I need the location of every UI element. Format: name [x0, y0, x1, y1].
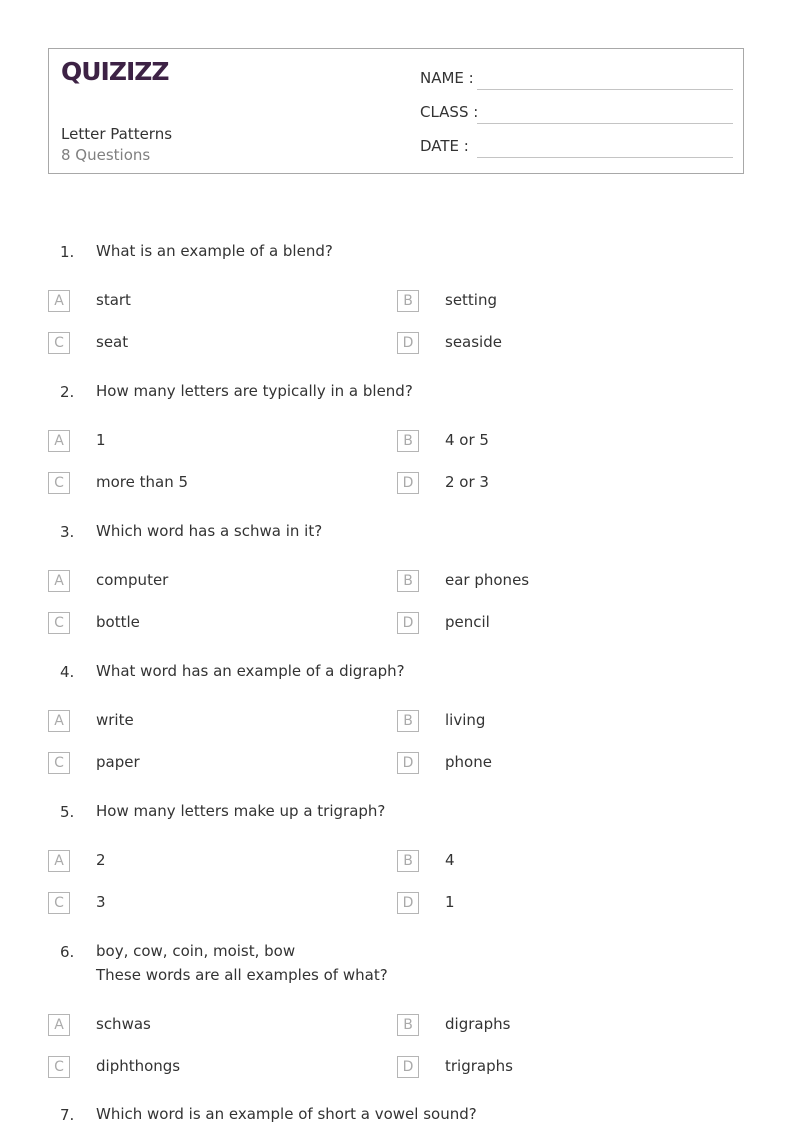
- option-letter-box: A: [48, 710, 70, 732]
- option-text: 2: [96, 851, 106, 869]
- option-letter-box: A: [48, 1014, 70, 1036]
- option-text: 3: [96, 893, 106, 911]
- option-letter-box: D: [397, 332, 419, 354]
- option-text: 1: [96, 431, 106, 449]
- question-number: 7.: [60, 1106, 75, 1124]
- question-text: [96, 519, 322, 543]
- option-text: write: [96, 711, 134, 729]
- option-letter-box: B: [397, 430, 419, 452]
- option-letter-box: A: [48, 290, 70, 312]
- option-letter-box: C: [48, 892, 70, 914]
- question-number: 1.: [60, 243, 75, 261]
- option-letter-box: B: [397, 290, 419, 312]
- worksheet-title: Letter Patterns: [61, 125, 173, 143]
- option-text: ear phones: [445, 571, 530, 589]
- question-line: How many letters are typically in a blend?: [96, 382, 413, 400]
- option-text: 2 or 3: [445, 473, 489, 491]
- question-line: These words are all examples of what?: [96, 966, 388, 984]
- option-letter-box: B: [397, 710, 419, 732]
- option-text: start: [96, 291, 131, 309]
- option-letter-box: D: [397, 472, 419, 494]
- option-letter-box: D: [397, 612, 419, 634]
- option-letter-box: A: [48, 430, 70, 452]
- option-text: diphthongs: [96, 1057, 181, 1075]
- option-letter-box: D: [397, 1056, 419, 1078]
- option-letter-box: B: [397, 570, 419, 592]
- option-text: living: [445, 711, 486, 729]
- question-text: [96, 799, 385, 823]
- option-text: setting: [445, 291, 498, 309]
- quizizz-logo: QUIZIZZ: [61, 57, 169, 86]
- name-label: NAME :: [420, 69, 474, 87]
- option-text: paper: [96, 753, 140, 771]
- class-label: CLASS :: [420, 103, 479, 121]
- option-text: schwas: [96, 1015, 151, 1033]
- option-letter-box: D: [397, 892, 419, 914]
- question-number: 4.: [60, 663, 75, 681]
- option-letter-box: C: [48, 472, 70, 494]
- option-text: 1: [445, 893, 455, 911]
- option-text: computer: [96, 571, 169, 589]
- question-number: 2.: [60, 383, 75, 401]
- option-text: trigraphs: [445, 1057, 513, 1075]
- question-text: [96, 659, 405, 683]
- option-letter-box: B: [397, 1014, 419, 1036]
- option-letter-box: D: [397, 752, 419, 774]
- option-text: pencil: [445, 613, 490, 631]
- option-text: seat: [96, 333, 129, 351]
- question-number: 3.: [60, 523, 75, 541]
- question-text: [96, 239, 333, 263]
- option-text: bottle: [96, 613, 140, 631]
- question-number: 6.: [60, 943, 75, 961]
- question-line: What word has an example of a digraph?: [96, 662, 405, 680]
- question-number: 5.: [60, 803, 75, 821]
- option-text: more than 5: [96, 473, 189, 491]
- option-letter-box: C: [48, 332, 70, 354]
- class-line: [477, 123, 733, 124]
- option-text: seaside: [445, 333, 502, 351]
- worksheet-header: [48, 48, 744, 174]
- name-line: [477, 89, 733, 90]
- option-letter-box: C: [48, 1056, 70, 1078]
- question-count: 8 Questions: [61, 146, 151, 164]
- option-letter-box: C: [48, 612, 70, 634]
- question-text: [96, 379, 413, 403]
- date-line: [477, 157, 733, 158]
- date-label: DATE :: [420, 137, 469, 155]
- option-text: 4: [445, 851, 455, 869]
- option-letter-box: C: [48, 752, 70, 774]
- option-letter-box: B: [397, 850, 419, 872]
- question-line: Which word has a schwa in it?: [96, 522, 323, 540]
- question-text: [96, 939, 388, 987]
- option-letter-box: A: [48, 850, 70, 872]
- question-text: [96, 1102, 477, 1126]
- question-line: Which word is an example of short a vowel sound?: [96, 1105, 477, 1123]
- option-text: digraphs: [445, 1015, 511, 1033]
- option-letter-box: A: [48, 570, 70, 592]
- option-text: phone: [445, 753, 492, 771]
- question-line: How many letters make up a trigraph?: [96, 802, 386, 820]
- question-line: What is an example of a blend?: [96, 242, 333, 260]
- option-text: 4 or 5: [445, 431, 489, 449]
- question-line: boy, cow, coin, moist, bow: [96, 942, 296, 960]
